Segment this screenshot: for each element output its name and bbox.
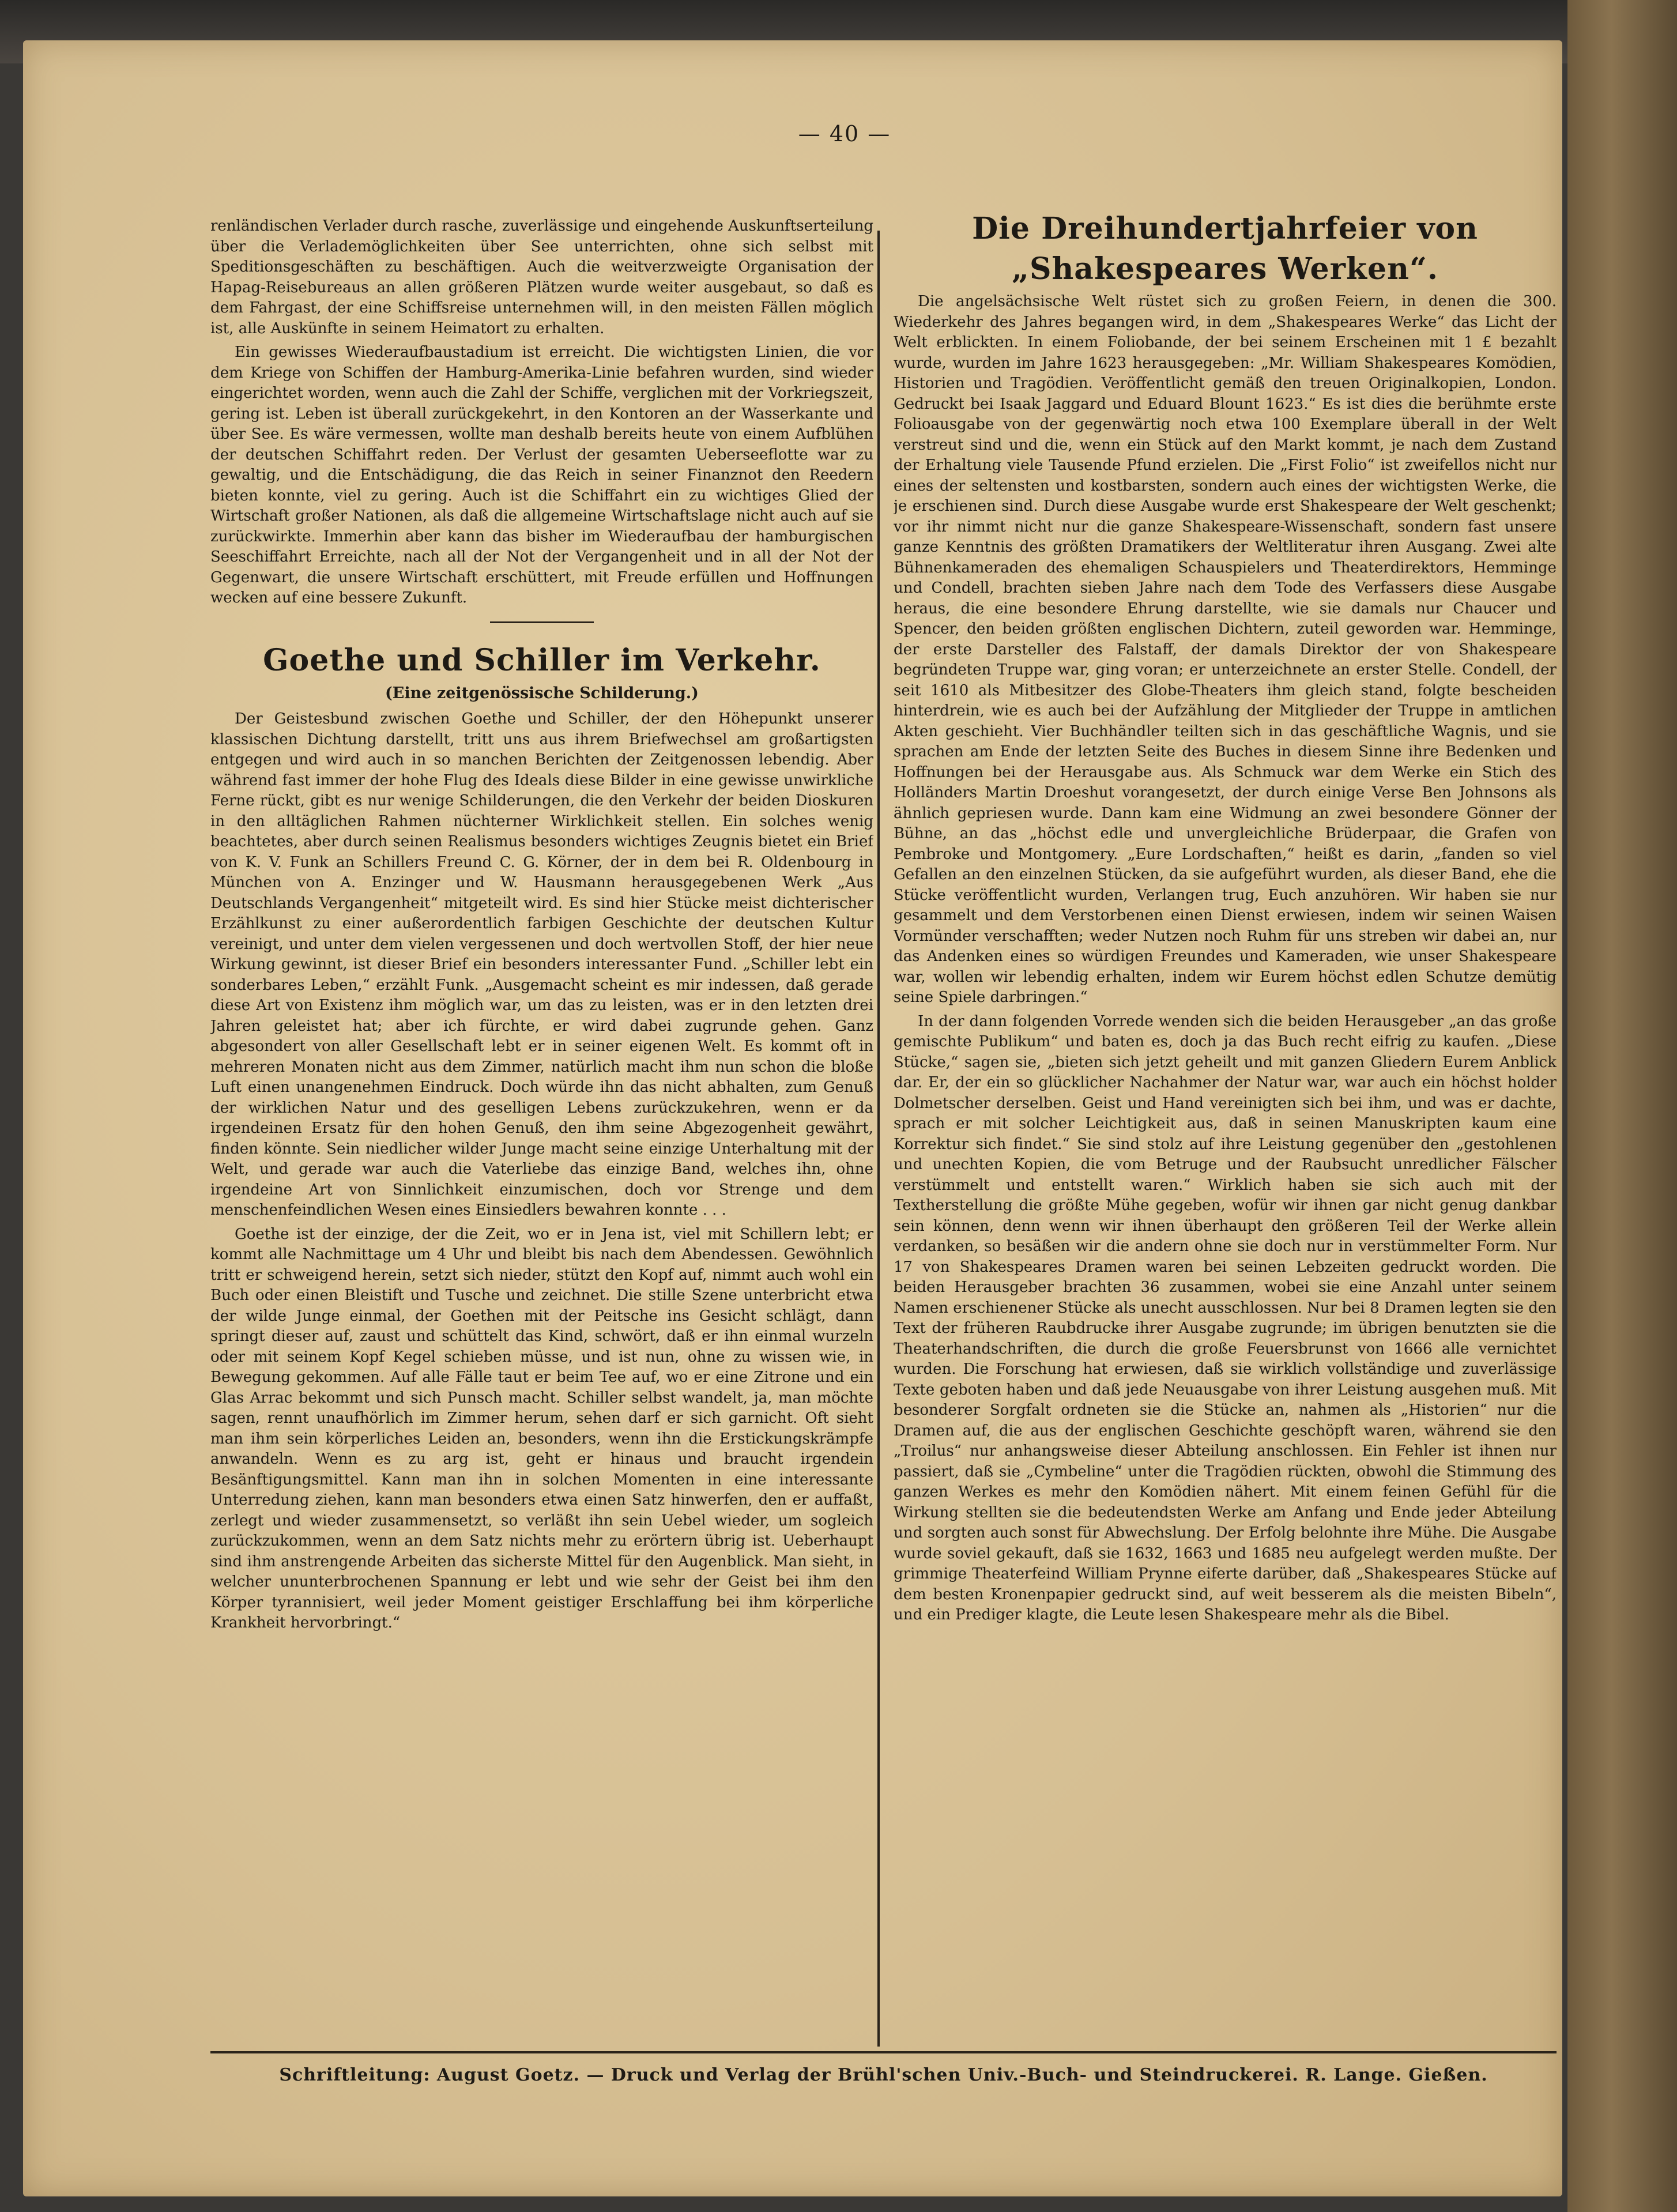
goethe-schiller-headline: Goethe und Schiller im Verkehr. bbox=[263, 642, 821, 678]
left-column bbox=[210, 216, 873, 2038]
shakespeare-paragraph: In der dann folgenden Vorrede wenden sich die beiden Herausgeber „an das große gemischte Publikum“ und baten es, doch ja das Buch recht eifrig zu kaufen. „Diese Stücke,“ sagen sie, „bieten sich jetzt geheilt und mit ganzen Gliedern Eurem Anblick dar. Er, der ein so glücklicher Nachahmer der Natur war, war auch ein höchst holder Dolmetscher derselben. Geist und Hand vereinigten sich bei ihm, und was er dachte, sprach er mit solcher Leichtigkeit aus, daß in seinen Manuskripten kaum eine Korrektur sich findet.“ Sie sind stolz auf ihre Leistung gegenüber den „gestohlenen und unechten Kopien, die vom Betruge und der Raubsucht unredlicher Fälscher verstümmelt und entstellt waren.“ Wirklich haben sie sich auch mit der Textherstellung die größte Mühe gegeben, wofür wir ihnen gar nicht genug dankbar sein können, denn wenn wir ihnen überhaupt den größeren Teil der Werke allein verdanken, so besäßen wir die andern ohne sie doch nur in verstümmelter Form. Nur 17 von Shakespeares Dramen waren bei seinen Lebzeiten gedruckt worden. Die beiden Herausgeber brachten 36 zusammen, wobei sie eine Anzahl unter seinem Namen erschienener Stücke als unecht ausschlossen. Nur bei 8 Dramen legten sie den Text der früheren Raubdrucke ihrer Ausgabe zugrunde; im übrigen benutzten sie die Theaterhandschriften, die durch die große Feuersbrunst von 1666 alle vernichtet wurden. Die Forschung hat erwiesen, daß sie wirklich vollständige und zuverlässige Texte geboten haben und daß jede Neuausgabe von ihrer Leistung ausgehen muß. Mit besonderer Sorgfalt ordneten sie die Stücke an, nahmen als „Historien“ nur die Dramen auf, die aus der englischen Geschichte geschöpft waren, während sie den „Troilus“ nur anhangsweise dieser Abteilung anschlossen. Ein Fehler ist ihnen nur passiert, daß sie „Cymbeline“ unter die Tragödien rückten, obwohl die Stimmung des ganzen Werkes es mehr den Komödien nähert. Mit einem feinen Gefühl für die Wirkung stellten sie die bedeutendsten Werke am Anfang und Ende jeder Abteilung und sorgten auch sonst für Abwechslung. Der Erfolg belohnte ihre Mühe. Die Ausgabe wurde soviel gekauft, daß sie 1632, 1663 und 1685 neu aufgelegt werden mußte. Der grimmige Theaterfeind William Prynne eiferte darüber, daß „Shakespeares Stücke auf dem besten Kronenpapier gedruckt sind, auf weit besserem als die meisten Bibeln“, und ein Prediger klagte, die Leute lesen Shakespeare mehr als die Bibel. bbox=[894, 1012, 1557, 1623]
goethe-schiller-subheadline: (Eine zeitgenössische Schilderung.) bbox=[385, 684, 699, 702]
shipping-article-paragraph: Ein gewisses Wiederaufbaustadium ist erreicht. Die wichtigsten Linien, die vor dem Kriege von Schiffen der Hamburg-Amerika-Linie befahren wurden, sind wieder eingerichtet worden, wenn auch die Zahl der Schiffe, verglichen mit der Vorkriegszeit, gering ist. Leben ist überall zurückgekehrt, in den Kontoren an der Wasserkante und über See. Es wäre vermessen, wollte man deshalb bereits heute von einem Aufblühen der deutschen Schiffahrt reden. Der Verlust der gesamten Ueberseeflotte war zu gewaltig, und die Entschädigung, die das Reich in seiner Finanznot den Reedern bieten konnte, viel zu gering. Auch ist die Schiffahrt ein zu wichtiges Glied der Wirtschaft großer Nationen, als daß die allgemeine Wirtschaftslage nicht auch auf sie zurückwirkte. Immerhin aber kann das bisher im Wiederaufbau der hamburgischen Seeschiffahrt Erreichte, nach all der Not der Vergangenheit und in all der Not der Gegenwart, die unsere Wirtschaft erschüttert, mit Freude erfüllen und Hoffnungen wecken auf eine bessere Zukunft. bbox=[210, 344, 873, 606]
footer-rule bbox=[210, 2051, 1557, 2053]
goethe-schiller-paragraph: Der Geistesbund zwischen Goethe und Schiller, der den Höhepunkt unserer klassischen Dichtung darstellt, tritt uns aus ihrem Briefwechsel am großartigsten entgegen und wird auch in so manchen Berichten der Zeitgenossen lebendig. Aber während fast immer der hohe Flug des Ideals diese Bilder in eine gewisse unwirkliche Ferne rückt, gibt es nur wenige Schilderungen, die den Verkehr der beiden Dioskuren in den alltäglichen Rahmen nüchterner Wirklichkeit stellen. Ein solches wenig beachtetes, aber durch seinen Realismus besonders wichtiges Zeugnis bietet ein Brief von K. V. Funk an Schillers Freund C. G. Körner, der in dem bei R. Oldenbourg in München von A. Enzinger und W. Hausmann herausgegebenen Werk „Aus Deutschlands Vergangenheit“ mitgeteilt wird. Es sind hier Stücke meist dichterischer Erzählkunst zu einer außerordentlich farbigen Geschichte der deutschen Kultur vereinigt, und unter dem vielen vergessenen und doch wertvollen Stoff, der hier neue Wirkung gewinnt, ist dieser Brief ein besonders interessanter Fund. „Schiller lebt ein sonderbares Leben,“ erzählt Funk. „Ausgemacht scheint es mir indessen, daß gerade diese Art von Existenz ihm möglich war, um das zu leisten, was er in den letzten drei Jahren geleistet hat; aber ich fürchte, er wird dabei zugrunde gehen. Ganz abgesondert von aller Gesellschaft lebt er in seiner eigenen Welt. Es kommt oft in mehreren Monaten nicht aus dem Zimmer, natürlich macht ihm nun schon die bloße Luft einen unangenehmen Eindruck. Doch würde ihn das nicht abhalten, zum Genuß der wirklichen Natur und des geselligen Lebens zurückzukehren, wenn er da irgendeinen Ersatz für den hohen Genuß, den ihm seine Abgezogenheit gewährt, finden könnte. Sein niedlicher wilder Junge macht seine einzige Unterhaltung mit der Welt, und gerade war auch die Vaterliebe das einzige Band, welches ihn, ohne irgendeine Art von Sinnlichkeit einzumischen, doch vor Strenge und dem menschenfeindlichen Wesen eines Einsiedlers bewahren konnte . . . bbox=[210, 710, 873, 1219]
column-divider bbox=[877, 231, 880, 2047]
imprint-footer: Schriftleitung: August Goetz. — Druck und Verlag der Brühl'schen Univ.-Buch- und Steindruckerei. R. Lange. Gießen. bbox=[279, 2065, 1488, 2085]
article-separator bbox=[490, 621, 594, 623]
newspaper-page bbox=[23, 40, 1562, 2196]
scan-background-right bbox=[1567, 0, 1677, 2212]
shakespeare-paragraph: Die angelsächsische Welt rüstet sich zu großen Feiern, in denen die 300. Wiederkehr des Jahres begangen wird, in dem „Shakespeares Werke“ das Licht der Welt erblickten. In einem Foliobande, der bei seinem Erscheinen mit 1 £ bezahlt wurde, wurden im Jahre 1623 herausgegeben: „Mr. William Shakespeares Komödien, Historien und Tragödien. Veröffentlicht gemäß den treuen Originalkopien, London. Gedruckt bei Isaak Jaggard und Eduard Blount 1623.“ Es ist dies die berühmte erste Folioausgabe von der gegenwärtig noch etwa 100 Exemplare überall in der Welt verstreut sind und die, wenn ein Stück auf den Markt kommt, je nach dem Zustand der Erhaltung viele Tausende Pfund erzielen. Die „First Folio“ ist zweifellos nicht nur eines der seltensten und kostbarsten, sondern auch eines der wichtigsten Werke, die je erschienen sind. Durch diese Ausgabe wurde erst Shakespeare der Welt geschenkt; vor ihr nimmt nicht nur die ganze Shakespeare-Wissenschaft, sondern fast unsere ganze Kenntnis des größten Dramatikers der Weltliteratur ihren Ausgang. Zwei alte Bühnenkameraden des ehemaligen Schauspielers und Theaterdirektors, Hemminge und Condell, brachten sieben Jahre nach dem Tode des Verfassers diese Ausgabe heraus, die eine besondere Ehrung darstellte, wie sie damals nur Chaucer und Spencer, den beiden größten englischen Dichtern, zuteil geworden war. Hemminge, der erste Darsteller des Falstaff, der damals Direktor der von Shakespeare begründeten Truppe war, ging voran; er unterzeichnete an erster Stelle. Condell, der seit 1610 als Mitbesitzer des Globe-Theaters ihm gleich stand, folgte bescheiden hinterdrein, wie es auch bei der Aufzählung der Mitglieder der Truppe in amtlichen Akten geschieht. Vier Buchhändler teilten sich in das geschäftliche Wagnis, und sie sprachen am Ende der letzten Seite des Buches in diesem Sinne ihre Bedenken und Hoffnungen bei der Herausgabe aus. Als Schmuck war dem Werke ein Stich des Holländers Martin Droeshut vorangesetzt, der durch einige Verse Ben Johnsons als ähnlich gepriesen wurde. Dann kam eine Widmung an zwei besondere Gönner der Bühne, an das „höchst edle und unvergleichliche Brüderpaar, die Grafen von Pembroke und Montgomery. „Eure Lordschaften,“ heißt es darin, „fanden so viel Gefallen an den einzelnen Stücken, da sie aufgeführt wurden, als dieser Band, ehe die Stücke veröffentlicht wurden, Verlangen trug, Euch anzuhören. Wir haben sie nur gesammelt und dem Verstorbenen einen Dienst erwiesen, indem wir seinen Waisen Vormünder verschafften; weder Nutzen noch Ruhm für uns streben wir dabei an, nur das Andenken eines so würdigen Freundes und Kameraden, wie unser Shakespeare war, wollen wir lebendig erhalten, indem wir Eurem höchst edlen Schutze demütig seine Spiele darbringen.“ bbox=[894, 293, 1557, 1006]
goethe-schiller-paragraph: Goethe ist der einzige, der die Zeit, wo er in Jena ist, viel mit Schillern lebt; er kommt alle Nachmittage um 4 Uhr und bleibt bis nach dem Abendessen. Gewöhnlich tritt er schweigend herein, setzt sich nieder, stützt den Kopf auf, nimmt auch wohl ein Buch oder einen Bleistift und Tusche und zeichnet. Die stille Szene unterbricht etwa der wilde Junge einmal, der Goethen mit der Peitsche ins Gesicht schlägt, dann springt dieser auf, zaust und schüttelt das Kind, schwört, daß er ihn einmal wurzeln oder mit seinem Kopf Kegel schieben müsse, und ist nun, ohne zu wissen wie, in Bewegung gekommen. Auf alle Fälle taut er beim Tee auf, wo er eine Zitrone und ein Glas Arrac bekommt und sich Punsch macht. Schiller selbst wandelt, ja, man möchte sagen, rennt unaufhörlich im Zimmer herum, sehen darf er sich garnicht. Oft sieht man ihm sein körperliches Leiden an, besonders, wenn ihn die Erstickungskrämpfe anwandeln. Wenn es zu arg ist, geht er hinaus und braucht irgendein Besänftigungsmittel. Kann man ihn in solchen Momenten in eine interessante Unterredung ziehen, kann man besonders etwa einen Satz hinwerfen, den er auffaßt, zerlegt und wieder zusammensetzt, so verläßt ihn sein Uebel wieder, um sogleich zurückzukommen, wenn an dem Satz nichts mehr zu erörtern übrig ist. Ueberhaupt sind ihm anstrengende Arbeiten das sicherste Mittel für den Augenblick. Man sieht, in welcher ununterbrochenen Spannung er lebt und wie sehr der Geist bei ihm den Körper tyrannisiert, weil jeder Moment geistiger Erschlaffung bei ihm körperliche Krankheit hervorbringt.“ bbox=[210, 1225, 873, 1631]
shipping-article-paragraph: renländischen Verlader durch rasche, zuverlässige und eingehende Auskunftserteilung über die Verlademöglichkeiten über See unterrichten, ohne sich selbst mit Speditionsgeschäften zu beschäftigen. Auch die weitverzweigte Organisation der Hapag-Reisebureaus an allen größeren Plätzen wurde weiter ausgebaut, so daß es dem Fahrgast, der eine Schiffsreise unternehmen will, in den meisten Fällen möglich ist, alle Auskünfte in seinem Heimatort zu erhalten. bbox=[210, 217, 873, 337]
shakespeare-headline-line2: „Shakespeares Werken“. bbox=[1012, 251, 1438, 287]
right-column bbox=[894, 208, 1557, 2041]
page-number: — 40 — bbox=[798, 121, 891, 146]
shakespeare-headline-line1: Die Dreihundertjahrfeier von bbox=[972, 211, 1478, 246]
